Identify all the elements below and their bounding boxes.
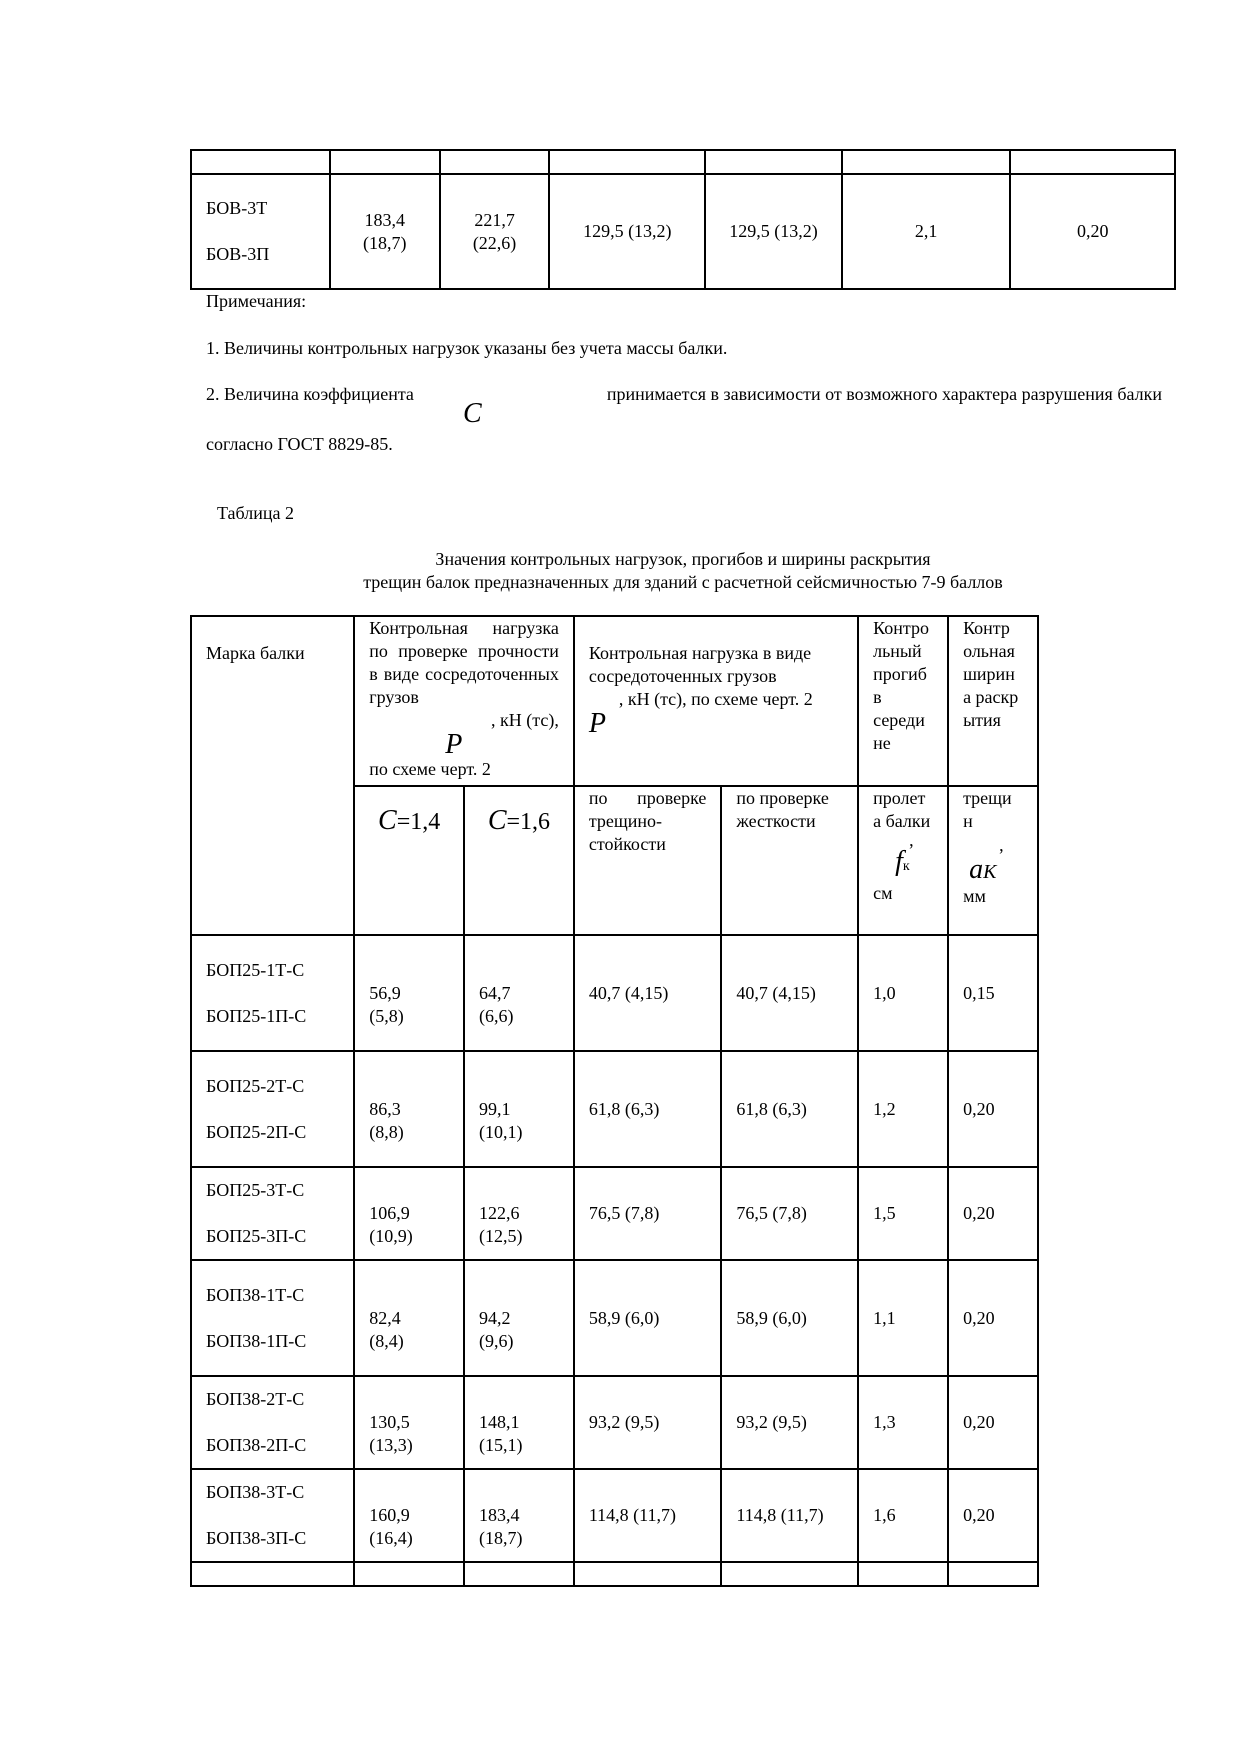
- table-row: [191, 935, 1038, 1051]
- load-value-tc: (22,6): [472, 232, 517, 253]
- header-width-top: [948, 616, 1038, 786]
- header-deflection-text: Контро льный прогиб в середи не: [873, 618, 929, 753]
- stiffness-load-cell: 58,9 (6,0): [721, 1260, 858, 1376]
- beam-mark: БОП38-1П-С: [206, 1330, 307, 1351]
- load-value-tc: (10,1): [479, 1121, 523, 1142]
- table-2: [190, 615, 1039, 1587]
- load-value-tc: (8,4): [369, 1330, 404, 1351]
- beam-mark: БОВ-3Т: [206, 198, 268, 218]
- note-2: [206, 384, 1162, 429]
- load-p-symbol: P: [588, 708, 606, 739]
- header-width-bottom: [948, 786, 1038, 935]
- header-width-text: трещи н: [963, 788, 1012, 831]
- beam-mark: БОП25-3Т-С: [206, 1180, 305, 1200]
- load-value: 106,9: [369, 1203, 410, 1223]
- crack-load-cell: 114,8 (11,7): [574, 1469, 722, 1562]
- load-c16-cell: [464, 1051, 574, 1167]
- table-1: [190, 149, 1176, 290]
- load-value: 183,4: [364, 209, 405, 230]
- header-conc-units: , кН (тс), по схеме черт. 2: [618, 689, 813, 709]
- note-2-line-2: согласно ГОСТ 8829-85.: [206, 434, 393, 454]
- c-value: =1,6: [506, 809, 551, 835]
- table-2-title-line-1: Значения контрольных нагрузок, прогибов и ширины раскрытия: [435, 549, 931, 569]
- table-row: [191, 1260, 1038, 1376]
- table-1-row: [191, 174, 1175, 289]
- header-strength-units: , кН (тс),: [491, 710, 559, 730]
- table-row: [191, 1469, 1038, 1562]
- crack-load-cell: 61,8 (6,3): [574, 1051, 722, 1167]
- load-value-tc: (9,6): [479, 1330, 514, 1351]
- deflection-cell: 2,1: [842, 174, 1011, 289]
- beam-mark: БОП25-1Т-С: [206, 959, 305, 980]
- table-2-label: Таблица 2: [217, 503, 294, 523]
- crack-width-cell: 0,20: [1010, 174, 1175, 289]
- load-c14-cell: [354, 1167, 464, 1260]
- crack-width-cell: 0,20: [948, 1167, 1038, 1260]
- crack-width-cell: 0,20: [948, 1376, 1038, 1469]
- crack-load-cell: 93,2 (9,5): [574, 1376, 722, 1469]
- deflection-cell: 1,1: [858, 1260, 948, 1376]
- beam-marks-cell: [191, 935, 354, 1051]
- crack-load-cell: 40,7 (4,15): [574, 935, 722, 1051]
- load-value: 94,2: [479, 1307, 511, 1328]
- load-value: 99,1: [479, 1098, 511, 1119]
- load-c16-cell: [464, 1260, 574, 1376]
- load-value-tc: (15,1): [479, 1435, 523, 1455]
- load-c14-cell: [354, 1376, 464, 1469]
- load-c14-cell: [354, 1051, 464, 1167]
- deflection-cell: 1,0: [858, 935, 948, 1051]
- beam-mark: БОП38-2Т-С: [206, 1389, 305, 1409]
- crack-load-cell: 76,5 (7,8): [574, 1167, 722, 1260]
- header-strength-text: Контрольная нагрузка по проверке прочности в виде сосредоточенных грузов: [369, 618, 559, 707]
- notes-heading: Примечания:: [206, 291, 307, 311]
- load-value: 148,1: [479, 1412, 520, 1432]
- beam-mark: БОП38-2П-С: [206, 1435, 307, 1455]
- header-width-text: Контр ольная ширин а раскр ытия: [963, 618, 1019, 730]
- deflection-cell: 1,3: [858, 1376, 948, 1469]
- load-value: 64,7: [479, 982, 511, 1003]
- beam-mark: БОП38-1Т-С: [206, 1284, 305, 1305]
- beam-marks-cell: [191, 1167, 354, 1260]
- load-p-symbol: P: [445, 729, 463, 760]
- load-value-tc: (16,4): [369, 1528, 413, 1548]
- load-c16-cell: [464, 1376, 574, 1469]
- load-c16-cell: [464, 935, 574, 1051]
- header-crack-check-text: по проверке трещино-стойкости: [588, 788, 707, 854]
- coefficient-c-symbol: C: [463, 398, 482, 429]
- beam-marks-cell: [191, 1051, 354, 1167]
- stiffness-load-cell: 76,5 (7,8): [721, 1167, 858, 1260]
- load-c14-cell: [354, 1260, 464, 1376]
- header-deflection-bottom: [858, 786, 948, 935]
- crack-load-cell: 129,5 (13,2): [549, 174, 705, 289]
- load-value: 56,9: [369, 982, 401, 1003]
- header-concentrated-load: [574, 616, 858, 786]
- table-row: [191, 1167, 1038, 1260]
- header-mark: [191, 616, 354, 935]
- header-deflection-text: пролет а балки: [873, 788, 931, 831]
- load-value: 160,9: [369, 1505, 410, 1525]
- deflection-unit: см: [873, 883, 893, 903]
- load-c14-cell: [330, 174, 440, 289]
- stiffness-load-cell: 129,5 (13,2): [705, 174, 842, 289]
- beam-marks-cell: [191, 1376, 354, 1469]
- table-1-empty-header-row: [191, 150, 1175, 174]
- header-strength-tail: по схеме черт. 2: [369, 759, 491, 779]
- stiffness-load-cell: 61,8 (6,3): [721, 1051, 858, 1167]
- table-row: [191, 1376, 1038, 1469]
- header-c16: [464, 786, 574, 935]
- crack-width-unit: мм: [963, 886, 986, 906]
- beam-mark: БОП25-3П-С: [206, 1226, 307, 1246]
- beam-mark: БОВ-3П: [206, 244, 270, 264]
- load-c16-cell: [464, 1167, 574, 1260]
- load-value: 183,4: [479, 1505, 520, 1525]
- note-2-start: 2. Величина коэффициента: [206, 384, 414, 404]
- stiffness-load-cell: 93,2 (9,5): [721, 1376, 858, 1469]
- deflection-cell: 1,2: [858, 1051, 948, 1167]
- deflection-f-symbol: f: [895, 846, 903, 877]
- crack-width-cell: 0,15: [948, 935, 1038, 1051]
- load-value-tc: (10,9): [369, 1226, 413, 1246]
- c-symbol: C: [487, 805, 507, 836]
- load-value-tc: (12,5): [479, 1226, 523, 1246]
- stiffness-load-cell: 40,7 (4,15): [721, 935, 858, 1051]
- load-value-tc: (13,3): [369, 1435, 413, 1455]
- c-value: =1,4: [396, 809, 441, 835]
- load-c16-cell: [464, 1469, 574, 1562]
- load-value-tc: (18,7): [479, 1528, 523, 1548]
- beam-mark: БОП38-3Т-С: [206, 1482, 305, 1502]
- header-deflection-top: [858, 616, 948, 786]
- crack-width-cell: 0,20: [948, 1469, 1038, 1562]
- table-row: [191, 1051, 1038, 1167]
- header-strength-load: [354, 616, 574, 786]
- load-c14-cell: [354, 935, 464, 1051]
- header-stiffness-check-text: по проверке жесткости: [736, 788, 829, 831]
- deflection-cell: 1,6: [858, 1469, 948, 1562]
- load-value-tc: (8,8): [369, 1121, 404, 1142]
- deflection-subscript: к: [902, 859, 910, 874]
- header-c14: [354, 786, 464, 935]
- crack-width-cell: 0,20: [948, 1260, 1038, 1376]
- beam-mark: БОП25-2Т-С: [206, 1075, 305, 1096]
- beam-mark: БОП25-1П-С: [206, 1005, 307, 1026]
- crack-width-cell: 0,20: [948, 1051, 1038, 1167]
- crack-load-cell: 58,9 (6,0): [574, 1260, 722, 1376]
- header-conc-text: Контрольная нагрузка в виде сосредоточенных грузов: [588, 643, 812, 686]
- header-mark-label: Марка балки: [206, 643, 305, 663]
- load-c16-cell: [440, 174, 550, 289]
- table-2-header-row: [191, 616, 1038, 786]
- beam-marks-cell: [191, 1469, 354, 1562]
- beam-marks-cell: [191, 174, 330, 289]
- stiffness-load-cell: 114,8 (11,7): [721, 1469, 858, 1562]
- load-value: 221,7: [474, 209, 515, 230]
- comma: ,: [999, 835, 1004, 855]
- load-value: 130,5: [369, 1412, 410, 1432]
- load-value-tc: (6,6): [479, 1005, 514, 1026]
- beam-mark: БОП38-3П-С: [206, 1528, 307, 1548]
- table-2-title-line-2: трещин балок предназначенных для зданий с расчетной сейсмичностью 7-9 баллов: [363, 572, 1003, 592]
- c-symbol: C: [378, 805, 397, 836]
- note-1: 1. Величины контрольных нагрузок указаны без учета массы балки.: [206, 338, 728, 358]
- crack-width-a-symbol: a: [969, 854, 984, 885]
- load-value: 122,6: [479, 1203, 520, 1223]
- load-value: 86,3: [369, 1098, 401, 1119]
- table-2-empty-footer-row: [191, 1562, 1038, 1586]
- beam-mark: БОП25-2П-С: [206, 1121, 307, 1142]
- beam-marks-cell: [191, 1260, 354, 1376]
- header-crack-check: [574, 786, 722, 935]
- load-c14-cell: [354, 1469, 464, 1562]
- load-value-tc: (5,8): [369, 1005, 404, 1026]
- table-2-body: [191, 935, 1038, 1562]
- note-2-end: принимается в зависимости от возможного характера разрушения балки: [606, 384, 1162, 404]
- load-value-tc: (18,7): [362, 232, 407, 253]
- table-2-title: [190, 548, 1176, 594]
- load-value: 82,4: [369, 1307, 401, 1328]
- crack-width-subscript: К: [983, 861, 997, 883]
- comma: ,: [909, 830, 914, 850]
- deflection-cell: 1,5: [858, 1167, 948, 1260]
- header-stiffness-check: [721, 786, 858, 935]
